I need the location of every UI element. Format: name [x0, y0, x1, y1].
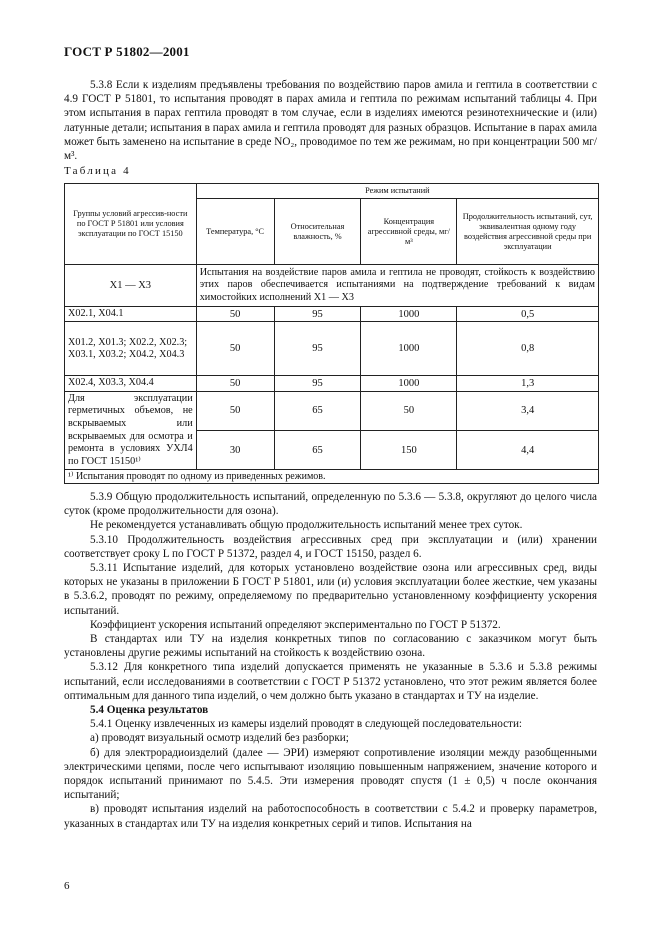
body-paragraph: Коэффициент ускорения испытаний определяют экспериментально по ГОСТ Р 51372. [90, 618, 501, 631]
table-row [65, 265, 599, 307]
body-paragraph: 5.4.1 Оценку извлеченных из камеры изделий проводят в следующей последовательности: [90, 718, 523, 731]
table-row [65, 376, 599, 391]
duration-cell: 0,5 [457, 307, 599, 322]
group-cell: Х02.1, Х04.1 [65, 307, 197, 322]
intro-section [64, 78, 597, 163]
document-header: ГОСТ Р 51802—2001 [64, 44, 190, 59]
temperature-cell: 50 [196, 376, 274, 391]
table-footnote: ¹⁾ Испытания проводят по одному из приведенных режимов. [65, 470, 599, 484]
concentration-cell: 1000 [361, 322, 457, 376]
page-number: 6 [64, 880, 70, 892]
header-regime: Режим испытаний [196, 184, 598, 199]
duration-cell: 3,4 [457, 391, 599, 430]
group-cell: Х01.2, Х01.3; Х02.2, Х02.3; Х03.1, Х03.2; Х04.2, Х04.3 [65, 322, 197, 376]
body-paragraph: а) проводят визуальный осмотр изделий без разборки; [90, 732, 349, 745]
concentration-cell: 1000 [361, 376, 457, 391]
humidity-cell: 95 [274, 376, 361, 391]
duration-cell: 1,3 [457, 376, 599, 391]
humidity-cell: 65 [274, 391, 361, 430]
humidity-cell: 95 [274, 307, 361, 322]
header-duration: Продолжительность испытаний, сут, эквивалентная одному году воздействия агрессивной среды при эксплуатации [457, 199, 599, 265]
body-paragraph: Не рекомендуется устанавливать общую продолжительность испытаний менее трех суток. [90, 519, 523, 532]
temperature-cell: 50 [196, 391, 274, 430]
x1-note-cell: Испытания на воздействие паров амила и гептила не проводят, стойкость к воздействию этих паров обеспечивается испытаниями на подтверждение требований к видам химостойких исполнений Х1 — Х3 [196, 265, 598, 307]
concentration-cell: 1000 [361, 307, 457, 322]
temperature-cell: 30 [196, 431, 274, 470]
temperature-cell: 50 [196, 307, 274, 322]
body-paragraph: В стандартах или ТУ на изделия конкретных типов по согласованию с заказчиком могут быть установлены другие режимы испытаний на стойкость к воздействию озона. [64, 633, 597, 660]
temperature-cell: 50 [196, 322, 274, 376]
table-caption: Таблица 4 [64, 165, 131, 177]
humidity-cell: 95 [274, 322, 361, 376]
humidity-cell: 65 [274, 431, 361, 470]
group-cell: Х02.4, Х03.3, Х04.4 [65, 376, 197, 391]
body-paragraph: 5.3.10 Продолжительность воздействия агрессивных сред при эксплуатации и (или) хранении соответствует сроку L по ГОСТ Р 51372, раздел 4, и ГОСТ 15150, раздел 6. [64, 533, 597, 560]
table-row [65, 307, 599, 322]
header-humidity: Относительная влажность, % [274, 199, 361, 265]
paragraph-5-3-8: 5.3.8 Если к изделиям предъявлены требования по воздействию паров амила и гептила в соответствии с 4.9 ГОСТ Р 51801, то испытания проводят в парах амила и гептила по режимам испытаний таблицы 4. При этом испытания в парах гептила проводят в том случае, если в изделиях имеются резинотехнические и (или) латунные детали; испытания в парах амила и гептила проводят для разных образцов. Испытание в парах амила может быть заменено на испытание в среде NO₂, проводимое по тем же режимам, но при концентрации 500 мг/м³. [64, 79, 597, 163]
duration-cell: 0,8 [457, 322, 599, 376]
body-paragraph: б) для электрорадиоизделий (далее — ЭРИ) измеряют сопротивление изоляции между разобщенными электрическими цепями, после чего испытывают изоляцию повышенным напряжением, значение которого и порядок испытаний принимают по 5.4.5. Эти измерения проводят спустя (1 ± 0,5) ч после окончания испытаний; [64, 746, 597, 802]
body-paragraph: в) проводят испытания изделий на работоспособность в соответствии с 5.4.2 и проверку параметров, указанных в стандартах или ТУ на изделия конкретных серий и типов. Испытания на [64, 803, 597, 830]
section-heading: 5.4 Оценка результатов [90, 704, 209, 717]
duration-cell: 4,4 [457, 431, 599, 470]
body-paragraph: 5.3.12 Для конкретного типа изделий допускается применять не указанные в 5.3.6 и 5.3.8 режимы испытаний, если исследованиями в соответствии с ГОСТ Р 51372 установлено, что этот режим является более оптимальным для данного типа изделий, о чем должно быть указано в стандартах и ТУ на изделие. [64, 661, 597, 702]
header-group-column: Группы условий агрессив-ности по ГОСТ Р 51801 или условия эксплуатации по ГОСТ 15150 [65, 184, 197, 265]
table-4 [64, 183, 599, 484]
table-row [65, 322, 599, 376]
concentration-cell: 150 [361, 431, 457, 470]
body-section [64, 490, 597, 831]
group-cell: Для эксплуатации герметичных объемов, не вскрываемых или вскрываемых для осмотра и ремонта в условиях УХЛ4 по ГОСТ 15150¹⁾ [65, 391, 197, 470]
body-paragraph: 5.3.11 Испытание изделий, для которых установлено воздействие озона или агрессивных сред, виды которых не указаны в приложении Б ГОСТ Р 51801, или (и) условия эксплуатации более жесткие, чем указаны в 5.3.6.2, проводят по режиму, определяемому по предварительно установленному коэффициенту ускорения испытаний. [64, 562, 597, 617]
group-cell: Х1 — Х3 [65, 265, 197, 307]
table-row [65, 391, 599, 430]
header-concentration: Концентрация агрессивной среды, мг/м³ [361, 199, 457, 265]
table-footnote-row [65, 470, 599, 484]
concentration-cell: 50 [361, 391, 457, 430]
body-paragraph: 5.3.9 Общую продолжительность испытаний, определенную по 5.3.6 — 5.3.8, округляют до целого числа суток (кроме продолжительности для озона). [64, 491, 597, 518]
header-temperature: Температура, °С [196, 199, 274, 265]
